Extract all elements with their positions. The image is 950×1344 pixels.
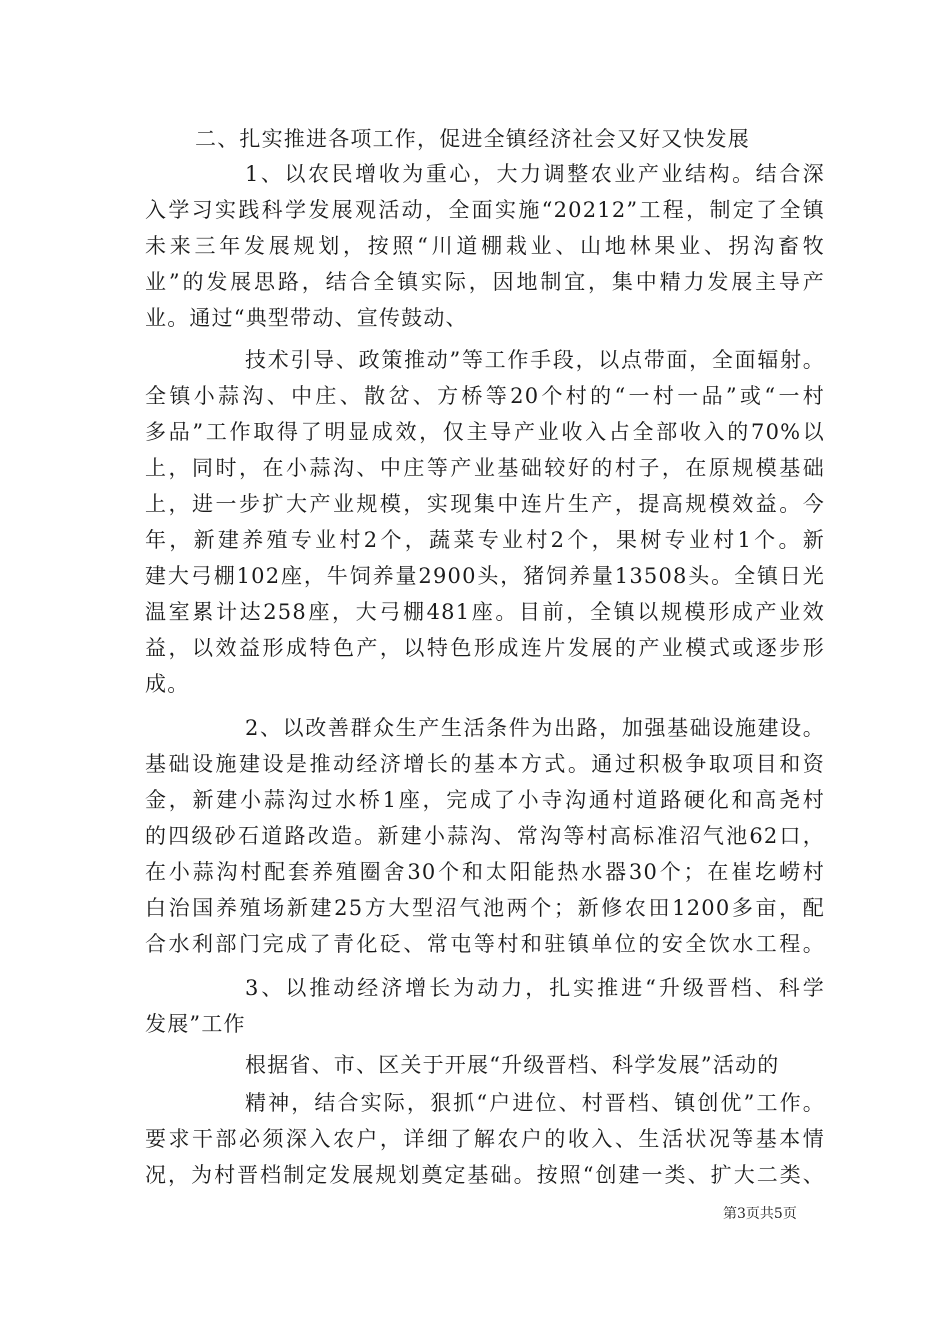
paragraph-line: 建大弓棚102座，牛饲养量2900头，猪饲养量13508头。全镇日光 — [145, 564, 825, 588]
paragraph-line: 根据省、市、区关于开展“升级晋档、科学发展”活动的 — [245, 1053, 780, 1077]
paragraph-line: 多品”工作取得了明显成效，仅主导产业收入占全部收入的70%以 — [145, 420, 825, 444]
paragraph-line: 温室累计达258座，大弓棚481座。目前，全镇以规模形成产业效 — [145, 600, 825, 624]
paragraph-line: 况，为村晋档制定发展规划奠定基础。按照“创建一类、扩大二类、 — [145, 1163, 825, 1187]
paragraph-line: 在小蒜沟村配套养殖圈舍30个和太阳能热水器30个；在崔圪崂村 — [145, 860, 825, 884]
paragraph-line: 2、以改善群众生产生活条件为出路，加强基础设施建设。 — [245, 716, 825, 740]
paragraph-line: 精神，结合实际，狠抓“户进位、村晋档、镇创优”工作。 — [245, 1091, 825, 1115]
paragraph-line: 白治国养殖场新建25方大型沼气池两个；新修农田1200多亩，配 — [145, 896, 825, 920]
paragraph-line: 基础设施建设是推动经济增长的基本方式。通过积极争取项目和资 — [145, 752, 825, 776]
paragraph-line: 入学习实践科学发展观活动，全面实施“20212”工程，制定了全镇 — [145, 198, 825, 222]
paragraph-line: 发展”工作 — [145, 1012, 246, 1036]
paragraph-line: 3、以推动经济增长为动力，扎实推进“升级晋档、科学 — [245, 976, 825, 1000]
paragraph-line: 技术引导、政策推动”等工作手段，以点带面，全面辐射。 — [245, 348, 825, 372]
paragraph-line: 上，同时，在小蒜沟、中庄等产业基础较好的村子，在原规模基础 — [145, 456, 825, 480]
paragraph-line: 成。 — [145, 672, 190, 696]
paragraph-line: 的四级砂石道路改造。新建小蒜沟、常沟等村高标准沼气池62口， — [145, 824, 825, 848]
paragraph-line: 合水利部门完成了青化砭、常屯等村和驻镇单位的安全饮水工程。 — [145, 932, 825, 956]
paragraph-line: 全镇小蒜沟、中庄、散岔、方桥等20个村的“一村一品”或“一村 — [145, 384, 825, 408]
section-heading: 二、扎实推进各项工作，促进全镇经济社会又好又快发展 — [195, 127, 750, 151]
paragraph-line: 业。通过“典型带动、宣传鼓动、 — [145, 306, 468, 330]
paragraph-line: 上，进一步扩大产业规模，实现集中连片生产，提高规模效益。今 — [145, 492, 825, 516]
paragraph-line: 1、以农民增收为重心，大力调整农业产业结构。结合深 — [245, 162, 825, 186]
page-number: 第3页共5页 — [723, 1206, 797, 1222]
paragraph-line: 业”的发展思路，结合全镇实际，因地制宜，集中精力发展主导产 — [145, 270, 825, 294]
paragraph-line: 年，新建养殖专业村2个，蔬菜专业村2个，果树专业村1个。新 — [145, 528, 825, 552]
paragraph-line: 要求干部必须深入农户，详细了解农户的收入、生活状况等基本情 — [145, 1127, 825, 1151]
paragraph-line: 金，新建小蒜沟过水桥1座，完成了小寺沟通村道路硬化和高尧村 — [145, 788, 825, 812]
paragraph-line: 益，以效益形成特色产，以特色形成连片发展的产业模式或逐步形 — [145, 636, 825, 660]
paragraph-line: 未来三年发展规划，按照“川道棚栽业、山地林果业、拐沟畜牧 — [145, 234, 825, 258]
